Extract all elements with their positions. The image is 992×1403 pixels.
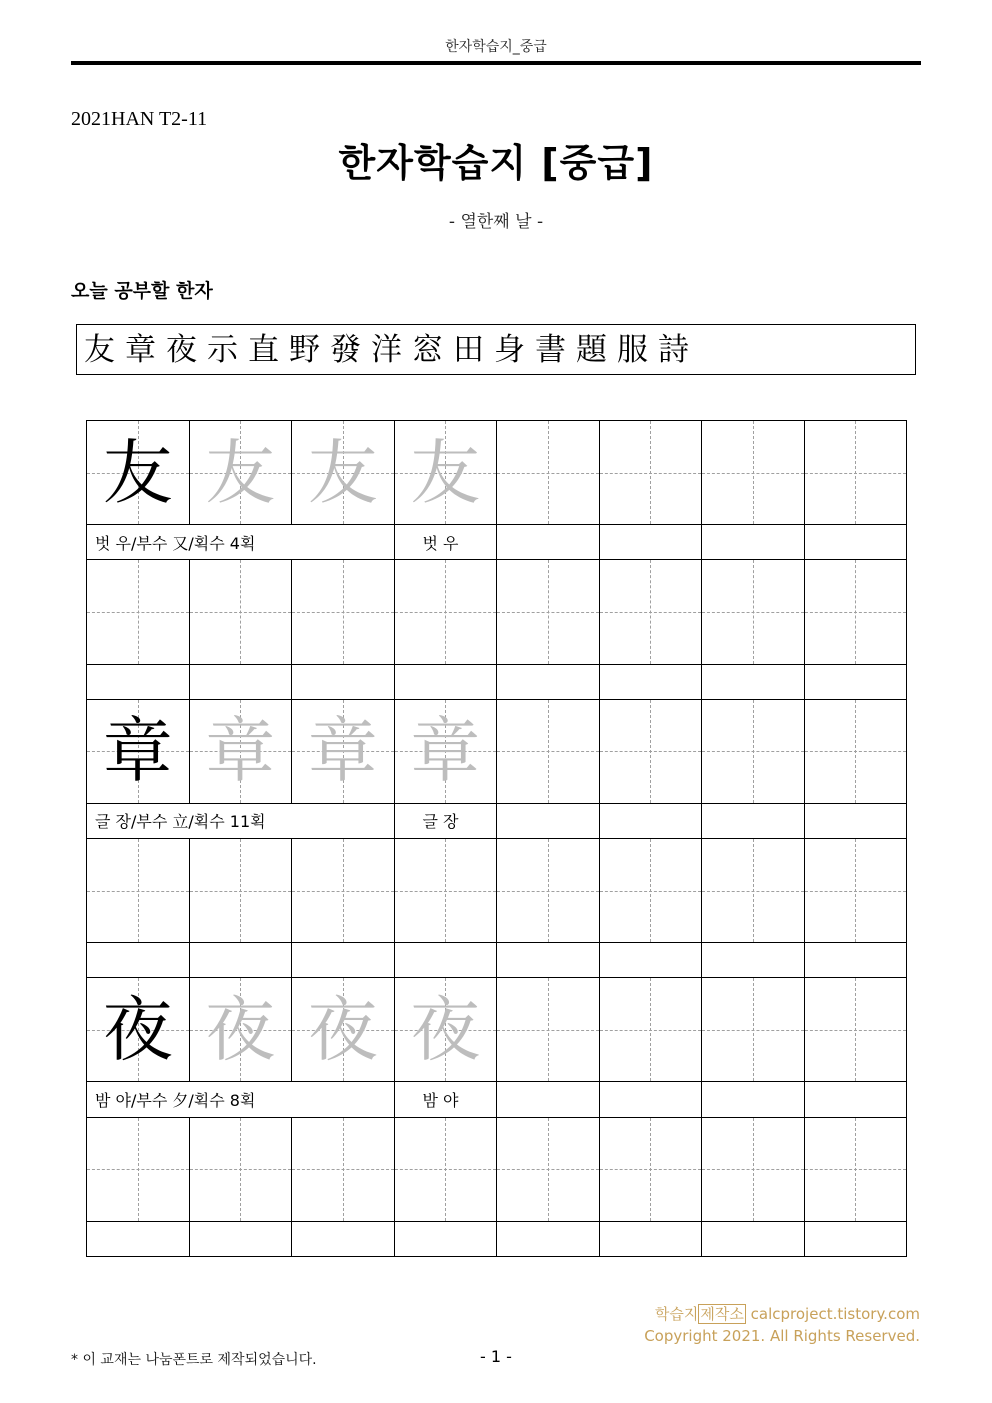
practice-row-blank [87,838,907,942]
writing-cell[interactable] [292,1117,395,1221]
reading-cell [394,803,497,838]
practice-row-model [87,699,907,803]
writing-cell[interactable] [702,421,805,525]
writing-cell[interactable] [189,1117,292,1221]
answer-cell[interactable] [87,664,190,699]
answer-cell[interactable] [702,943,805,978]
practice-row-blank-small [87,664,907,699]
trace-char: 友 [205,431,276,514]
practice-grid [86,420,907,1257]
footer-note: * 이 교재는 나눔폰트로 제작되었습니다. [71,1352,317,1368]
practice-row-info [87,1082,907,1117]
writing-cell[interactable] [599,978,702,1082]
footer-copyright: Copyright 2021. All Rights Reserved. [644,1327,920,1345]
hanja-reading: 벗 우 [422,533,459,553]
answer-cell[interactable] [394,1221,497,1256]
hanja-info: 글 장/부수 立/획수 11획 [95,812,266,832]
footer-credit [655,1303,920,1324]
writing-cell[interactable] [497,1117,600,1221]
answer-cell[interactable] [804,664,907,699]
trace-cell[interactable] [292,978,395,1082]
hanja-info: 벗 우/부수 又/획수 4획 [95,533,256,553]
answer-cell[interactable] [599,1082,702,1117]
answer-cell[interactable] [702,1221,805,1256]
writing-cell[interactable] [292,838,395,942]
hanja-reading: 글 장 [422,812,459,832]
writing-cell[interactable] [702,699,805,803]
writing-cell[interactable] [599,560,702,664]
trace-cell[interactable] [189,978,292,1082]
answer-cell[interactable] [804,525,907,560]
answer-cell[interactable] [702,525,805,560]
trace-char: 章 [410,710,481,793]
answer-cell[interactable] [497,803,600,838]
answer-cell[interactable] [599,1221,702,1256]
trace-char: 友 [307,431,378,514]
trace-cell[interactable] [394,699,497,803]
writing-cell[interactable] [87,838,190,942]
answer-cell[interactable] [292,943,395,978]
writing-cell[interactable] [497,421,600,525]
answer-cell[interactable] [189,943,292,978]
writing-cell[interactable] [497,978,600,1082]
trace-cell[interactable] [292,699,395,803]
writing-cell[interactable] [804,699,907,803]
writing-cell[interactable] [599,699,702,803]
writing-cell[interactable] [87,560,190,664]
answer-cell[interactable] [189,1221,292,1256]
trace-char: 章 [205,710,276,793]
practice-row-blank-small [87,943,907,978]
practice-row-info [87,525,907,560]
writing-cell[interactable] [497,699,600,803]
practice-row-blank [87,1117,907,1221]
writing-cell[interactable] [394,1117,497,1221]
model-char: 夜 [102,988,173,1071]
writing-cell[interactable] [497,560,600,664]
trace-char: 章 [307,710,378,793]
trace-char: 夜 [410,988,481,1071]
trace-cell[interactable] [189,421,292,525]
writing-cell[interactable] [87,1117,190,1221]
writing-cell[interactable] [804,421,907,525]
model-cell [87,421,190,525]
writing-cell[interactable] [599,838,702,942]
writing-cell[interactable] [497,838,600,942]
reading-cell [394,1082,497,1117]
answer-cell[interactable] [189,664,292,699]
practice-row-blank-small [87,1221,907,1256]
writing-cell[interactable] [702,1117,805,1221]
writing-cell[interactable] [599,1117,702,1221]
model-cell [87,978,190,1082]
page-title: 한자학습지 [중급] [338,141,654,185]
answer-cell[interactable] [87,1221,190,1256]
credit-url-link[interactable]: calcproject.tistory.com [750,1305,920,1323]
trace-cell[interactable] [394,421,497,525]
answer-cell[interactable] [87,943,190,978]
writing-cell[interactable] [804,1117,907,1221]
page-number: - 1 - [480,1347,512,1366]
writing-cell[interactable] [804,838,907,942]
writing-cell[interactable] [189,838,292,942]
hanja-info-cell [87,1082,395,1117]
document-code: 2021HAN T2-11 [71,108,208,130]
hanja-reading: 밤 야 [422,1091,459,1111]
model-char: 友 [102,431,173,514]
today-hanja-list: 友章夜示直野發洋窓田身書題服詩 [84,332,699,368]
answer-cell[interactable] [702,803,805,838]
answer-cell[interactable] [599,525,702,560]
hanja-info-cell [87,803,395,838]
answer-cell[interactable] [497,525,600,560]
writing-cell[interactable] [702,978,805,1082]
writing-cell[interactable] [292,560,395,664]
reading-cell [394,525,497,560]
writing-cell[interactable] [804,978,907,1082]
answer-cell[interactable] [292,1221,395,1256]
writing-cell[interactable] [394,560,497,664]
answer-cell[interactable] [804,803,907,838]
practice-row-blank [87,560,907,664]
trace-cell[interactable] [189,699,292,803]
practice-row-info [87,803,907,838]
credit-prefix: 학습지 [654,1305,699,1323]
answer-cell[interactable] [804,1082,907,1117]
answer-cell[interactable] [497,1082,600,1117]
answer-cell[interactable] [394,664,497,699]
trace-char: 夜 [307,988,378,1071]
page-subtitle: - 열한째 날 - [448,212,544,232]
answer-cell[interactable] [599,943,702,978]
practice-row-model [87,978,907,1082]
hanja-info: 밤 야/부수 夕/획수 8획 [95,1091,256,1111]
section-label-today-hanja: 오늘 공부할 한자 [71,280,213,302]
trace-char: 友 [410,431,481,514]
writing-cell[interactable] [804,560,907,664]
answer-cell[interactable] [497,943,600,978]
answer-cell[interactable] [702,1082,805,1117]
writing-cell[interactable] [702,560,805,664]
answer-cell[interactable] [804,943,907,978]
model-char: 章 [102,710,173,793]
trace-cell[interactable] [292,421,395,525]
today-hanja-box [76,324,916,375]
writing-cell[interactable] [599,421,702,525]
hanja-info-cell [87,525,395,560]
trace-cell[interactable] [394,978,497,1082]
answer-cell[interactable] [702,664,805,699]
answer-cell[interactable] [804,1221,907,1256]
answer-cell[interactable] [394,943,497,978]
answer-cell[interactable] [497,664,600,699]
header-rule [71,61,921,65]
answer-cell[interactable] [599,803,702,838]
writing-cell[interactable] [189,560,292,664]
answer-cell[interactable] [292,664,395,699]
model-cell [87,699,190,803]
trace-char: 夜 [205,988,276,1071]
running-header: 한자학습지_중급 [445,39,547,55]
answer-cell[interactable] [497,1221,600,1256]
answer-cell[interactable] [599,664,702,699]
writing-cell[interactable] [702,838,805,942]
credit-boxed: 제작소 [700,1305,744,1323]
practice-row-model [87,421,907,525]
writing-cell[interactable] [394,838,497,942]
